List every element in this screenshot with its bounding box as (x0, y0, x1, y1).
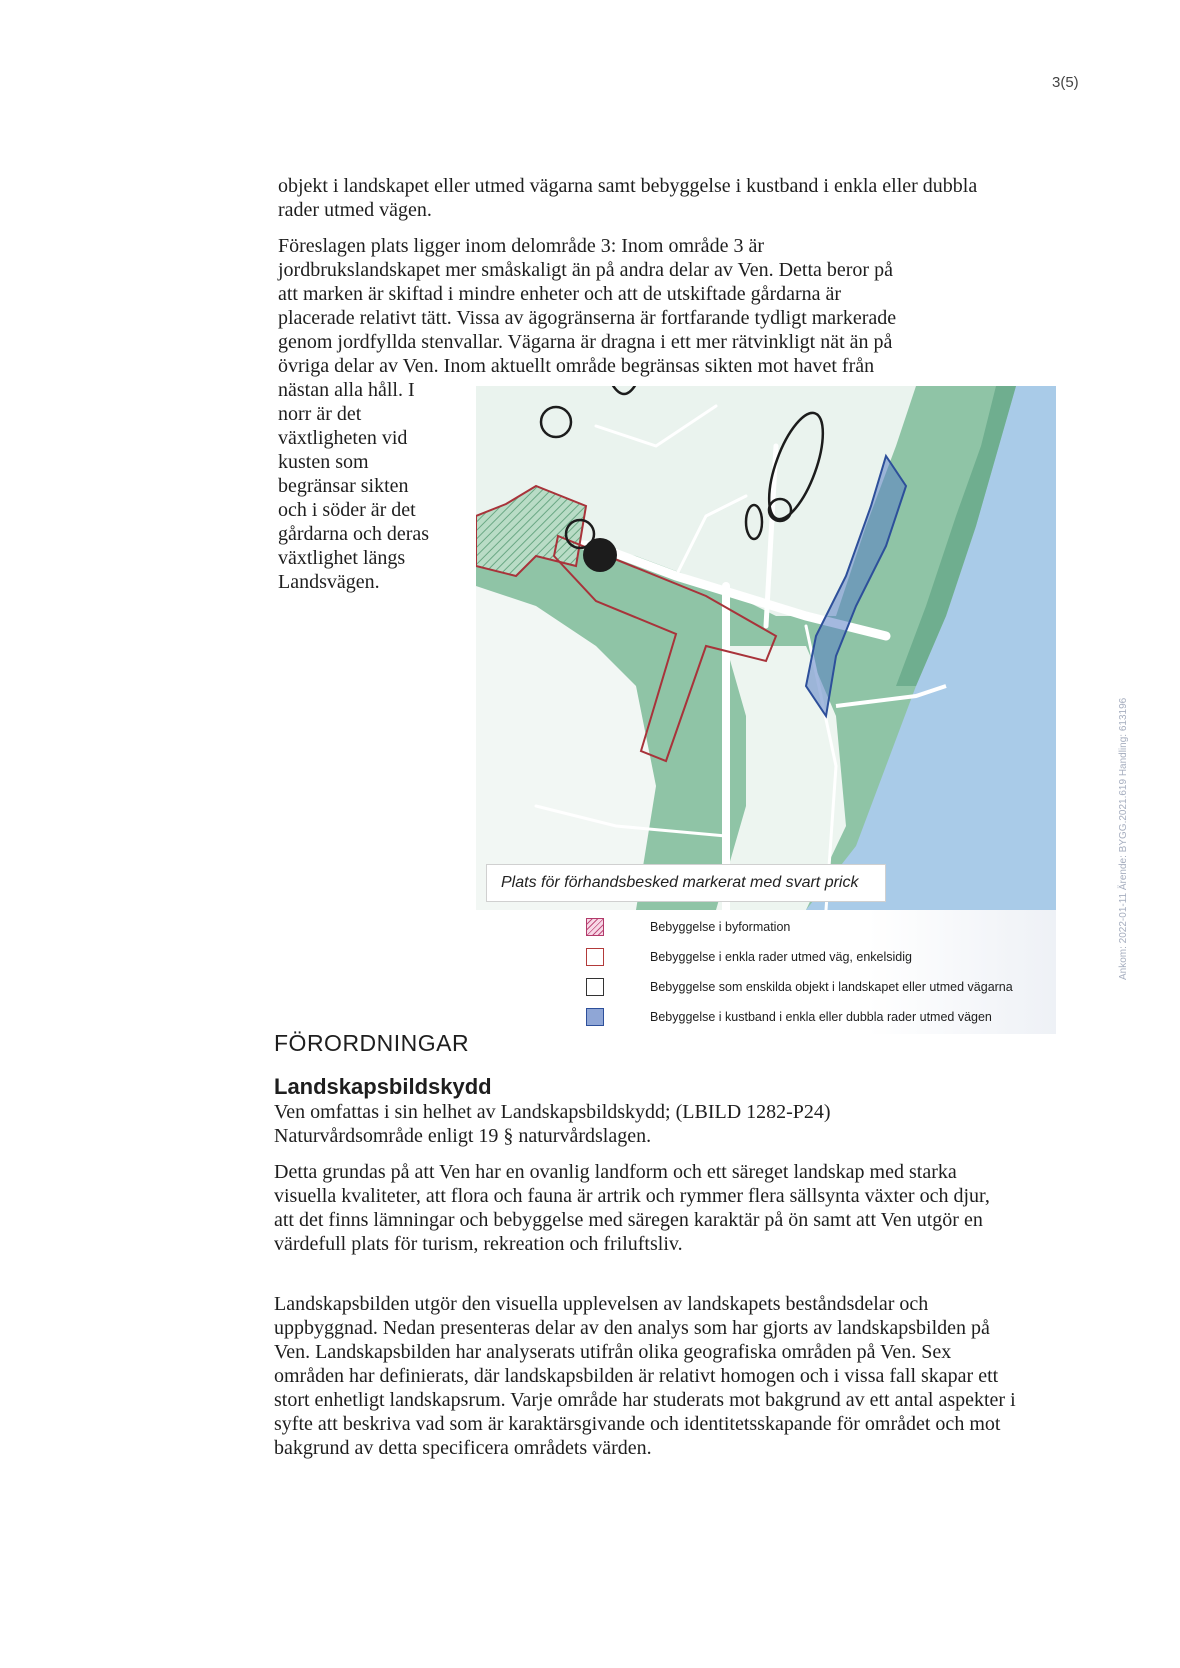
area-line: nästan alla håll. I (278, 379, 415, 401)
map-legend (586, 910, 1056, 1034)
area-line: att marken är skiftad i mindre enheter och att de utskiftade gårdarna är (278, 283, 842, 305)
side-stamp: Ankom: 2022-01-11 Ärende: BYGG.2021.619 Handling: 613196 (1118, 697, 1129, 980)
area-line: norr är det (278, 403, 362, 425)
map-location-marker (583, 538, 617, 572)
reason-paragraph: Detta grundas på att Ven har en ovanlig landform och ett säreget landskap med starka visuella kvaliteter, att flora och fauna är artrik och rymmer flera sällsynta växter och djur, att det finns lämningar och bebyggelse med säregen karaktär på ön samt att Ven utgör en värdefull plats för turism, rekreation och friluftsliv. (274, 1161, 990, 1255)
legend-swatch-red-outline (586, 948, 604, 966)
legend-item (586, 1006, 992, 1028)
area-line: jordbrukslandskapet mer småskaligt än på andra delar av Ven. Detta beror på (278, 259, 893, 281)
legend-swatch-black-outline (586, 978, 604, 996)
area-line: Föreslagen plats ligger inom delområde 3: Inom område 3 är (278, 235, 764, 257)
legend-swatch-blue (586, 1008, 604, 1026)
map-figure (476, 386, 1056, 910)
page-number: 3(5) (1052, 74, 1079, 91)
legend-label: Bebyggelse i kustband i enkla eller dubbla rader utmed vägen (650, 1010, 992, 1024)
area-line: genom jordfyllda stenvallar. Vägarna är dragna i ett mer rätvinkligt nät än på (278, 331, 893, 353)
section-heading: FÖRORDNINGAR (274, 1030, 470, 1056)
analysis-paragraph: Landskapsbilden utgör den visuella upplevelsen av landskapets beståndsdelar och uppbyggnad. Nedan presenteras delar av den analys som har gjorts av landskapsbilden på Ven. Landskapsbilden har analyserats utifrån olika geografiska områden på Ven. Sex områden har definierats, där landskapsbilden är relativt homogen och i vissa fall skapar ett stort enhetligt landskapsrum. Varje område har studerats mot bakgrund av ett antal aspekter i syfte att beskriva vad som är karaktärsgivande och identitetsskapande för området och mot bakgrund av detta specificera områdets värden. (274, 1293, 1016, 1459)
legend-item (586, 946, 912, 968)
area-line: begränsar sikten (278, 475, 409, 497)
area-line: placerade relativt tätt. Vissa av ägogränserna är fortfarande tydligt markerade (278, 307, 897, 329)
area-line: och i söder är det (278, 499, 416, 521)
area-line: övriga delar av Ven. Inom aktuellt område begränsas sikten mot havet från (278, 355, 875, 377)
intro-paragraph: objekt i landskapet eller utmed vägarna samt bebyggelse i kustband i enkla eller dubbla rader utmed vägen. (278, 175, 978, 221)
legend-swatch-hatched (586, 918, 604, 936)
subheading: Landskapsbildskydd (274, 1074, 492, 1099)
legend-label: Bebyggelse i enkla rader utmed väg, enkelsidig (650, 950, 912, 964)
legend-label: Bebyggelse i byformation (650, 920, 791, 934)
area-line: kusten som (278, 451, 369, 473)
map-caption: Plats för förhandsbesked markerat med svart prick (486, 864, 886, 902)
protection-paragraph: Ven omfattas i sin helhet av Landskapsbildskydd; (LBILD 1282-P24) Naturvårdsområde enligt 19 § naturvårdslagen. (274, 1101, 831, 1147)
area-line: Landsvägen. (278, 571, 380, 593)
area-paragraph (278, 234, 1038, 378)
area-line: gårdarna och deras (278, 523, 430, 545)
area-line: växtlighet längs (278, 547, 406, 569)
legend-item (586, 916, 790, 938)
map-image (476, 386, 1056, 910)
legend-label: Bebyggelse som enskilda objekt i landskapet eller utmed vägarna (650, 980, 1013, 994)
area-line: växtligheten vid (278, 427, 408, 449)
legend-item (586, 976, 1013, 998)
area-paragraph-wrapped (278, 378, 468, 594)
